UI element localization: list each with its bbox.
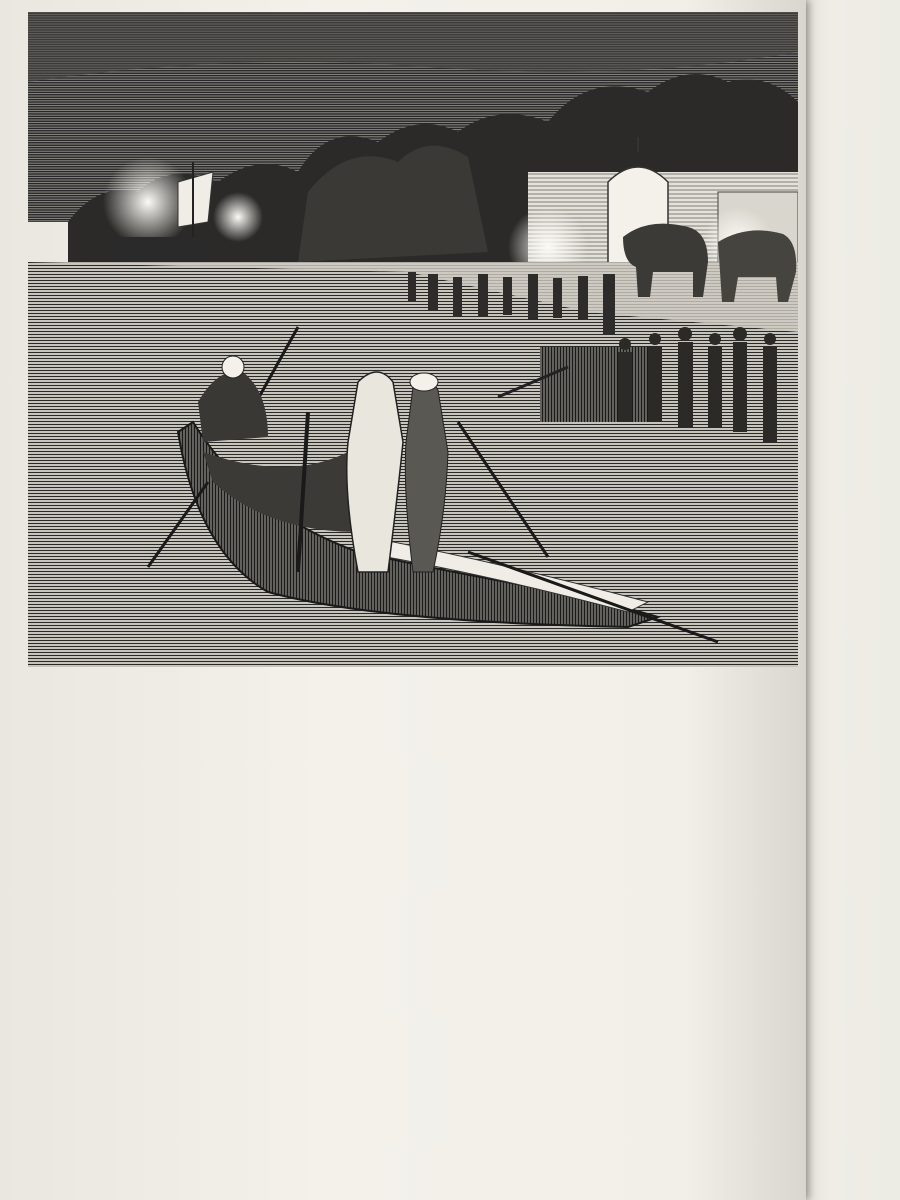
landing-ghat	[540, 347, 660, 422]
distant-boat	[103, 237, 218, 262]
engraving-illustration	[28, 12, 798, 667]
adjacent-page	[800, 0, 900, 1200]
text-column-right	[440, 697, 796, 704]
